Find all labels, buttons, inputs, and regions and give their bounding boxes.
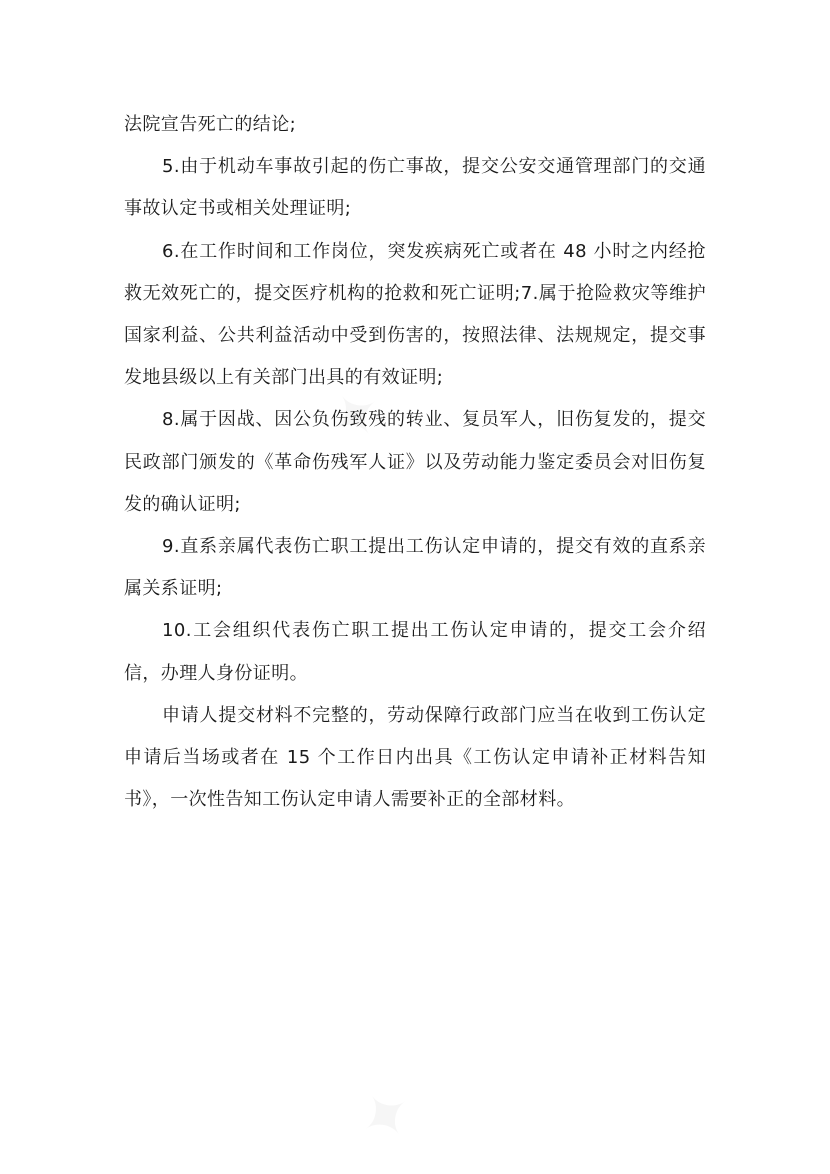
paragraph-6: 10.工会组织代表伤亡职工提出工伤认定申请的，提交工会介绍信，办理人身份证明。 — [124, 620, 706, 684]
watermark — [344, 1071, 430, 1162]
document-body — [124, 104, 706, 821]
paragraph-3: 6.在工作时间和工作岗位，突发疾病死亡或者在 48 小时之内经抢救无效死亡的，提交医疗机构的抢救和死亡证明;7.属于抢险救灾等维护国家利益、公共利益活动中受到伤害的，按照法律、法规规定，提交事发地县级以上有关部门出具的有效证明; — [124, 240, 706, 389]
paragraph-2: 5.由于机动车事故引起的伤亡事故，提交公安交通管理部门的交通事故认定书或相关处理证明; — [124, 156, 706, 220]
paragraph-5: 9.直系亲属代表伤亡职工提出工伤认定申请的，提交有效的直系亲属关系证明; — [124, 536, 706, 600]
paragraph-1: 法院宣告死亡的结论; — [124, 114, 297, 135]
paragraph-4: 8.属于因战、因公负伤致残的转业、复员军人，旧伤复发的，提交民政部门颁发的《革命伤残军人证》以及劳动能力鉴定委员会对旧伤复发的确认证明; — [124, 409, 706, 515]
paragraph-7: 申请人提交材料不完整的，劳动保障行政部门应当在收到工伤认定申请后当场或者在 15 个工作日内出具《工伤认定申请补正材料告知书》，一次性告知工伤认定申请人需要补正的全部材料。 — [124, 704, 706, 811]
